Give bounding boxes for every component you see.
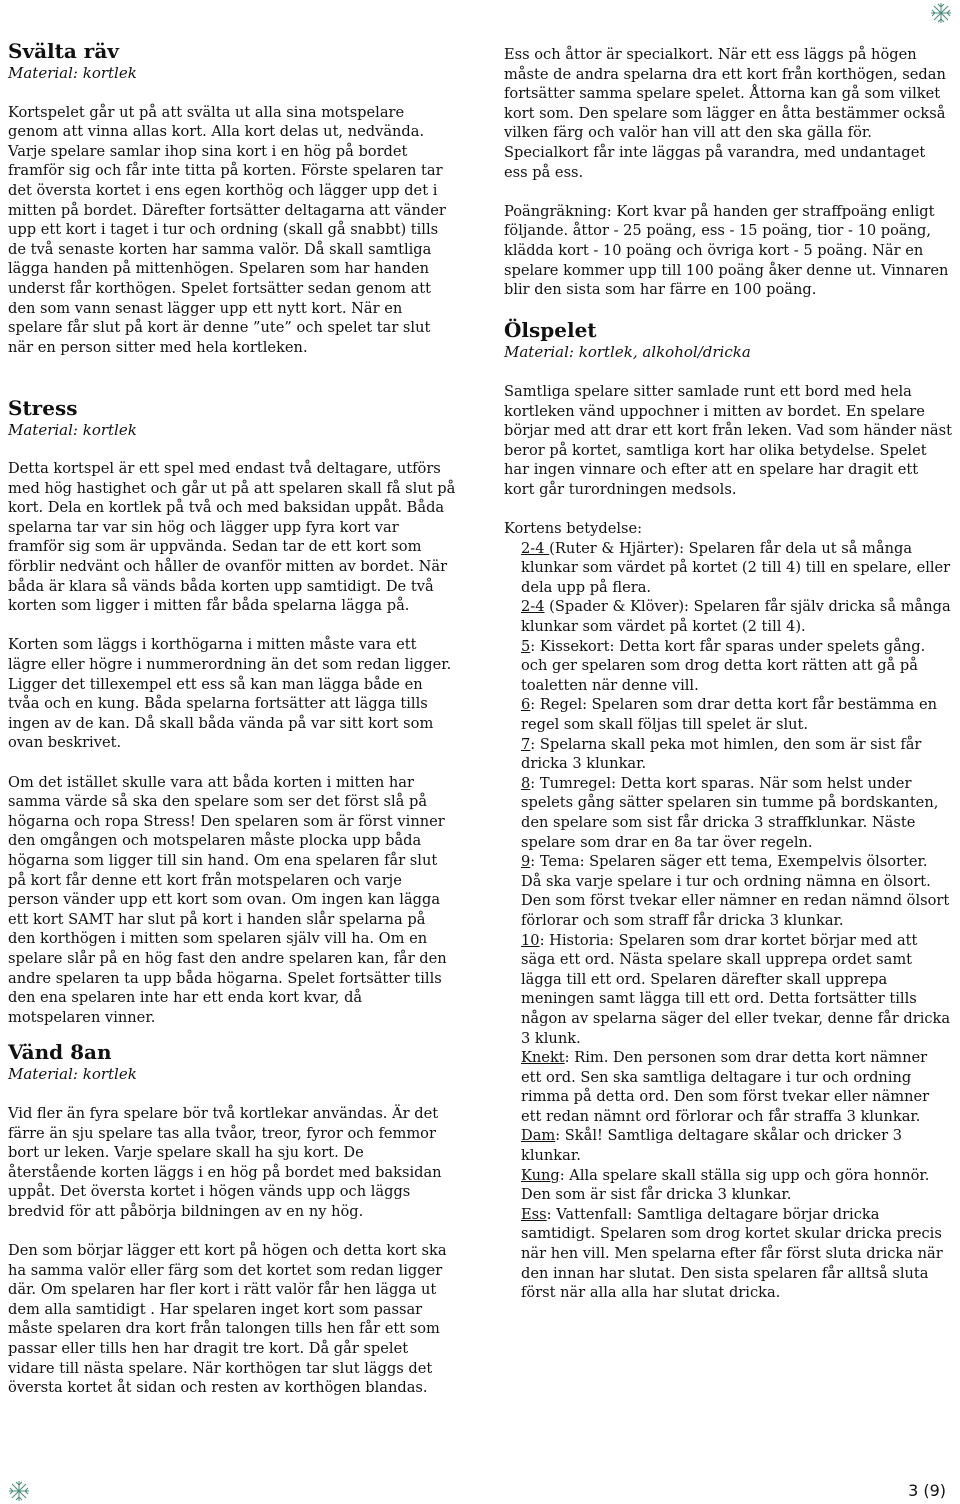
card-key: 2-4 [521, 539, 550, 557]
card-description: : Skål! Samtliga deltagare skålar och dricker 3 klunkar. [521, 1127, 902, 1165]
card-key: 10 [521, 931, 540, 949]
paragraph: Samtliga spelare sitter samlade runt ett bord med hela kortleken vänd uppochner i mitten av bordet. En spelare börjar med att drar ett kort från leken. Vad som händer näst beror på kortet, samtliga kort har olika betydelse. Spelet har ingen vinnare och efter att en spelare har dragit ett kort går turordningen medsols. [504, 382, 952, 498]
card-key: Ess [521, 1205, 547, 1223]
card-description: : Spelarna skall peka mot himlen, den som är sist får dricka 3 klunkar. [521, 735, 922, 773]
card-key: Dam [521, 1127, 556, 1145]
card-description: : Vattenfall: Samtliga deltagare börjar dricka samtidigt. Spelaren som drog kortet skular dricka precis när hen vill. Men spelarna efter får först sluta dricka när den innan har slutat. Den sista spelaren får alltså sluta först när alla alla har slutat dricka. [521, 1205, 943, 1302]
material-line: Material: kortlek [8, 420, 137, 439]
card-key: 6 [521, 696, 531, 714]
card-meaning-item [504, 774, 952, 852]
card-key: 8 [521, 774, 531, 792]
card-meaning-item [504, 539, 952, 598]
card-meaning-item [504, 637, 952, 696]
card-description: : Tumregel: Detta kort sparas. När som helst under spelets gång sätter spelaren sin tumme på bordskanten, den spelare som sist får dricka 3 straffklunkar. Näste spelare som drar en 8a tar över regeln. [521, 774, 939, 851]
card-description: : Rim. Den personen som drar detta kort nämner ett ord. Sen ska samtliga deltagare i tur och ordning rimma på detta ord. Den som först tvekar eller nämner ett redan nämnt ord förlorar och får straffa 3 klunkar. [521, 1049, 930, 1125]
right-column [504, 45, 952, 1303]
card-description: (Spader & Klöver): Spelaren får själv dricka så många klunkar som värdet på kortet (2 till 4). [521, 598, 951, 636]
card-meaning-item [504, 1126, 952, 1165]
card-meaning-item [504, 931, 952, 1049]
section-title: Svälta räv [8, 39, 119, 63]
paragraph: Den som börjar lägger ett kort på högen och detta kort ska ha samma valör eller färg som det kortet som redan ligger där. Om spelaren har fler kort i rätt valör får hen lägga ut dem alla samtidigt . Har spelaren inget kort som passar måste spelaren dra kort från talongen tills hen får ett som passar eller tills hen har dragit tre kort. Då går spelet vidare till nästa spelare. När korthögen tar slut läggs det översta kortet åt sidan och resten av korthögen blandas. [8, 1242, 447, 1397]
card-key: 5 [521, 637, 531, 655]
snowflake-icon [8, 1480, 30, 1502]
card-description: : Kissekort: Detta kort får sparas under spelets gång. och ger spelaren som drog detta kort rätten att gå på toaletten när denne vill. [521, 637, 926, 694]
section-title: Stress [8, 395, 78, 420]
paragraph: Kortspelet går ut på att svälta ut alla sina motspelare genom att vinna allas kort. Alla kort delas ut, nedvända. Varje spelare samlar ihop sina kort i en hög på bordet framför sig och får inte titta på korten. Förste spelaren tar det översta kortet i ens egen korthög och lägger upp det i mitten på bordet. Därefter fortsätter deltagarna att vänder upp ett kort i taget i tur och ordning (skall gå snabbt) tills de två senaste korten har samma valör. Då skall samtliga lägga handen på mittenhögen. Spelaren som har handen underst får korthögen. Spelet fortsätter sedan genom att den som vann senast lägger upp ett nytt kort. När en spelare får slut på kort är denne ”ute” och spelet tar slut när en person sitter med hela kortleken. [8, 103, 446, 356]
card-meaning-item [504, 1166, 952, 1205]
left-column [8, 40, 456, 1398]
card-key: 9 [521, 853, 531, 871]
card-meaning-item [504, 1205, 952, 1303]
cards-list [504, 539, 952, 1303]
card-description: : Regel: Spelaren som drar detta kort får bestämma en regel som skall följas till spelet är slut. [521, 696, 938, 733]
paragraph: Ess och åttor är specialkort. När ett ess läggs på högen måste de andra spelarna dra ett kort från korthögen, sedan fortsätter samma spelare spelet. Åttorna kan gå som vilket kort som. Den spelare som lägger en åtta bestämmer också vilken färg och valör han vill att den ska gälla för. Specialkort får inte läggas på varandra, med undantaget ess på ess. [504, 46, 946, 181]
card-description: : Alla spelare skall ställa sig upp och göra honnör. Den som är sist får dricka 3 klunkar. [521, 1166, 930, 1204]
card-description: (Ruter & Hjärter): Spelaren får dela ut så många klunkar som värdet på kortet (2 till 4) till en spelare, eller dela upp på flera. [521, 539, 951, 596]
card-meaning-item [504, 695, 952, 734]
paragraph: Poängräkning: Kort kvar på handen ger straffpoäng enligt följande. åttor - 25 poäng, ess - 15 poäng, tior - 10 poäng, klädda kort - 10 poäng och övriga kort - 5 poäng. När en spelare kommer upp till 100 poäng åker denne ut. Vinnaren blir den sista som har färre en 100 poäng. [504, 202, 949, 299]
card-description: : Historia: Spelaren som drar kortet börjar med att säga ett ord. Nästa spelare skall upprepa ordet samt lägga till ett ord. Spelaren därefter skall upprepa meningen samt lägga till ett ord. Detta fortsätter tills någon av spelarna säger del eller tvekar, denne får dricka 3 klunk. [521, 931, 951, 1047]
paragraph: Om det istället skulle vara att båda korten i mitten har samma värde så ska den spelare som ser det först slå på högarna och ropa Stress! Den spelaren som är först vinner den omgången och motspelaren måste plocka upp båda högarna som ligger till sin hand. Om ena spelaren får slut på kort får denne ett kort från motspelaren och varje person vänder upp ett kort som ovan. Om ingen kan lägga ett kort SAMT har slut på kort i handen slår spelarna på den korthögen i mitten som spelaren själv vill ha. Om en spelare slår på en hög fast den andre spelaren kan, får den andre spelaren ta upp båda högarna. Spelet fortsätter tills den ena spelaren inte har ett enda kort kvar, då motspelaren vinner. [8, 773, 447, 1026]
card-meaning-item [504, 597, 952, 636]
card-key: 7 [521, 735, 531, 753]
page-number: 3 (9) [908, 1481, 946, 1500]
card-key: Kung [521, 1166, 560, 1184]
paragraph: Detta kortspel är ett spel med endast två deltagare, utförs med hög hastighet och går ut på att spelaren skall få slut på kort. Dela en kortlek på två och med baksidan uppåt. Båda spelarna tar var sin hög och lägger upp fyra kort var framför sig som är uppvända. Sedan tar de ett kort som förblir nedvänt och håller de ovanför mitten av bordet. När båda är klara så vänds båda korten upp samtidigt. De två korten som ligger i mitten får båda spelarna lägga på. [8, 460, 456, 615]
cards-heading: Kortens betydelse: [504, 520, 643, 538]
material-line: Material: kortlek [8, 1065, 137, 1084]
card-meaning-item [504, 735, 952, 774]
material-line: Material: kortlek [8, 64, 137, 82]
card-meaning-item [504, 852, 952, 930]
card-meaning-item [504, 1048, 952, 1126]
card-key: 2-4 [521, 598, 545, 616]
card-description: : Tema: Spelaren säger ett tema, Exempelvis ölsorter. Då ska varje spelare i tur och ordning nämna en ölsort. Den som först tvekar eller nämner en redan nämnd ölsort förlorar och som straff får dricka 3 klunkar. [521, 853, 950, 929]
material-line: Material: kortlek, alkohol/dricka [504, 343, 751, 362]
paragraph: Vid fler än fyra spelare bör två kortlekar användas. Är det färre än sju spelare tas alla tvåor, treor, fyror och femmor bort ur leken. Varje spelare skall ha sju kort. De återstående korten läggs i en hög på bordet med baksidan uppåt. Det översta kortet i högen vänds upp och läggs bredvid för att påbörja bildningen av en ny hög. [8, 1104, 442, 1220]
section-title: Vänd 8an [8, 1040, 112, 1065]
section-title: Ölspelet [504, 318, 597, 343]
card-key: Knekt [521, 1049, 565, 1067]
snowflake-icon [930, 2, 952, 24]
paragraph: Korten som läggs i korthögarna i mitten måste vara ett lägre eller högre i nummerordning än det som redan ligger. Ligger det tillexempel ett ess så kan man lägga både en tvåa och en kung. Båda spelarna fortsätter att lägga tills ingen av de kan. Då skall båda vända på var sitt kort som ovan beskrivet. [8, 636, 452, 752]
